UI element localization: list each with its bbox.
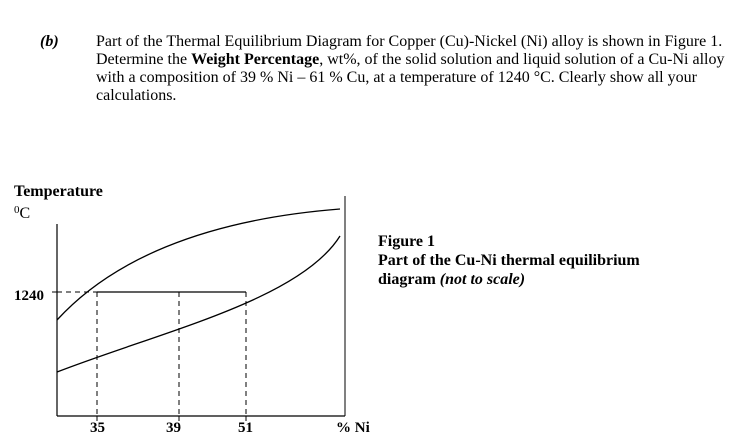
- composition-tick-label: 35: [90, 420, 105, 436]
- question-text-part1: Part of the Thermal Equilibrium Diagram for Copper (Cu)-Nickel (Ni) alloy is shown in Figure 1. Determine the: [96, 33, 723, 68]
- y-axis-title: Temperature: [14, 183, 103, 200]
- composition-tick-label: 51: [238, 420, 253, 436]
- y-axis-unit-degree: 0: [14, 204, 20, 216]
- figure-caption-note: (not to scale): [439, 271, 526, 288]
- figure-caption: [378, 232, 640, 289]
- solidus-curve: [57, 236, 340, 372]
- composition-tick-label: 39: [166, 420, 181, 436]
- y-axis-unit-letter: C: [19, 205, 31, 222]
- figure-caption-line2: [378, 270, 640, 289]
- question-label: (b): [40, 33, 59, 50]
- figure-title: Figure 1: [378, 233, 436, 250]
- temperature-label-1240: 1240: [14, 288, 44, 304]
- figure-caption-diagram-word: diagram: [378, 271, 440, 288]
- question-text-part2: , wt%, of the solid solution and liquid solution of a Cu-Ni alloy with a composition of 39 % Ni – 61 % Cu, at a temperature of 1240 °C. Clearly show all your calculations.: [96, 51, 725, 104]
- x-axis-label: % Ni: [336, 420, 370, 436]
- figure-caption-line1: Part of the Cu-Ni thermal equilibrium: [378, 252, 640, 269]
- question-text-bold: Weight Percentage: [191, 51, 320, 68]
- liquidus-curve: [57, 209, 340, 320]
